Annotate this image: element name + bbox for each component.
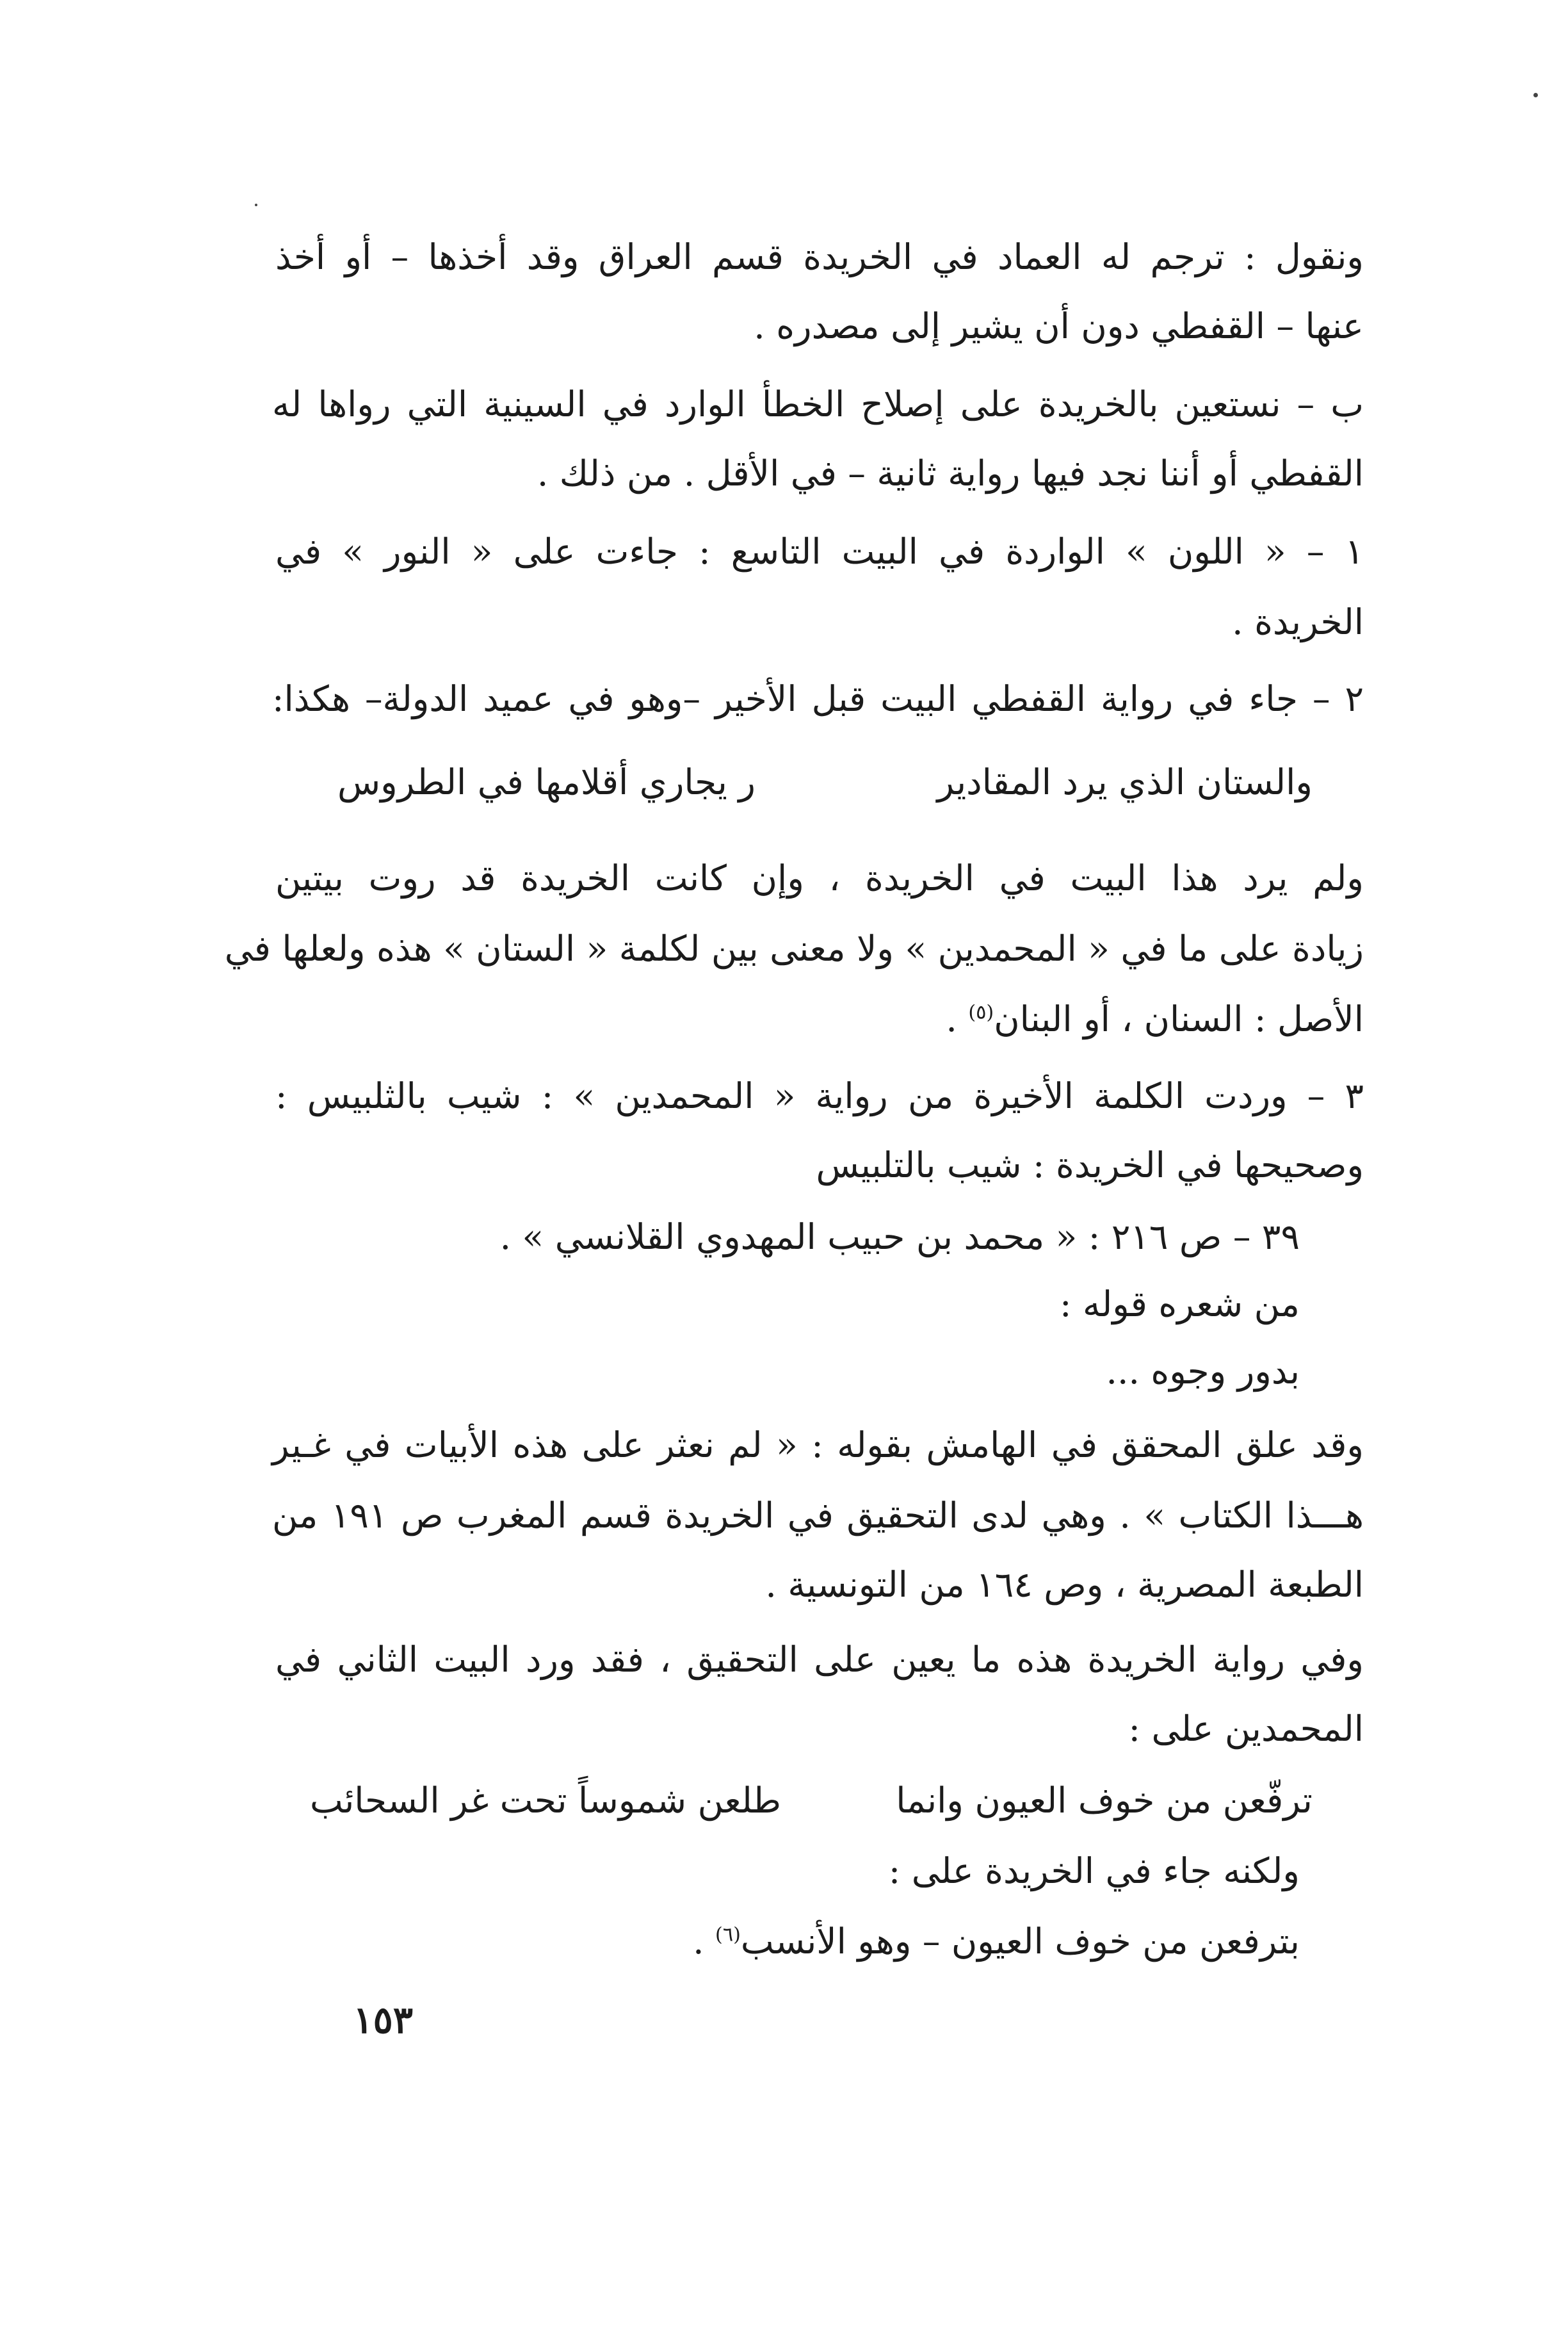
text-line: ٣٩ – ص ٢١٦ : « محمد بن حبيب المهدوي القلانسي » .	[499, 1216, 1300, 1257]
verse-second-hemistich: طلعن شموساً تحت غر السحائب	[309, 1780, 781, 1821]
line-end: .	[946, 998, 969, 1039]
text-line: من شعره قوله :	[1059, 1283, 1300, 1324]
line-text: بترفعن من خوف العيون – وهو الأنسب	[740, 1921, 1300, 1962]
line-end: .	[693, 1921, 716, 1962]
text-line	[275, 1921, 1300, 1962]
text-line: هـــذا الكتاب » . وهي لدى التحقيق في الخريدة قسم المغرب ص ١٩١ من	[272, 1495, 1364, 1536]
text-line: الخريدة .	[1232, 601, 1364, 642]
line-text: الأصل : السنان ، أو البنان	[994, 998, 1364, 1039]
text-line: زيادة على ما في « المحمدين » ولا معنى بين لكلمة « الستان » هذه ولعلها في	[224, 928, 1364, 969]
text-line: ١ – « اللون » الواردة في البيت التاسع : جاءت على « النور » في	[275, 531, 1364, 572]
verse-first-hemistich: والستان الذي يرد المقادير	[937, 762, 1313, 802]
text-line: بدور وجوه ...	[1106, 1351, 1300, 1392]
text-line: الطبعة المصرية ، وص ١٦٤ من التونسية .	[765, 1564, 1364, 1605]
text-line	[275, 999, 1364, 1039]
text-line: ولكنه جاء في الخريدة على :	[888, 1850, 1300, 1891]
text-line: ولم يرد هذا البيت في الخريدة ، وإن كانت الخريدة قد روت بيتين	[275, 858, 1364, 899]
text-line: ٢ – جاء في رواية القفطي البيت قبل الأخير –وهو في عميد الدولة– هكذا:	[272, 678, 1364, 719]
scan-speck	[1533, 93, 1538, 97]
text-line: وصحيحها في الخريدة : شيب بالتلبيس	[816, 1145, 1364, 1185]
scan-speck	[255, 204, 257, 206]
text-line: وقد علق المحقق في الهامش بقوله : « لم نعثر على هذه الأبيات في غـير	[272, 1424, 1364, 1465]
text-line: ٣ – وردت الكلمة الأخيرة من رواية « المحمدين » : شيب بالثلبيس :	[275, 1075, 1364, 1116]
page-number: ١٥٣	[353, 1998, 413, 2042]
text-line: ونقول : ترجم له العماد في الخريدة قسم العراق وقد أخذها – أو أخذ	[275, 236, 1364, 277]
footnote-marker: (٦)	[715, 1923, 741, 1946]
text-line: وفي رواية الخريدة هذه ما يعين على التحقيق ، فقد ورد البيت الثاني في	[275, 1639, 1364, 1680]
footnote-marker: (٥)	[968, 1001, 994, 1024]
text-line: القفطي أو أننا نجد فيها رواية ثانية – في الأقل . من ذلك .	[537, 453, 1364, 494]
text-line: ب – نستعين بالخريدة على إصلاح الخطأ الوارد في السينية التي رواها له	[272, 384, 1364, 425]
verse-second-hemistich: ر يجاري أقلامها في الطروس	[337, 762, 756, 802]
text-line: عنها – القفطي دون أن يشير إلى مصدره .	[754, 306, 1364, 346]
text-line: المحمدين على :	[1128, 1708, 1364, 1749]
verse-first-hemistich: ترفّعن من خوف العيون وانما	[896, 1780, 1313, 1821]
